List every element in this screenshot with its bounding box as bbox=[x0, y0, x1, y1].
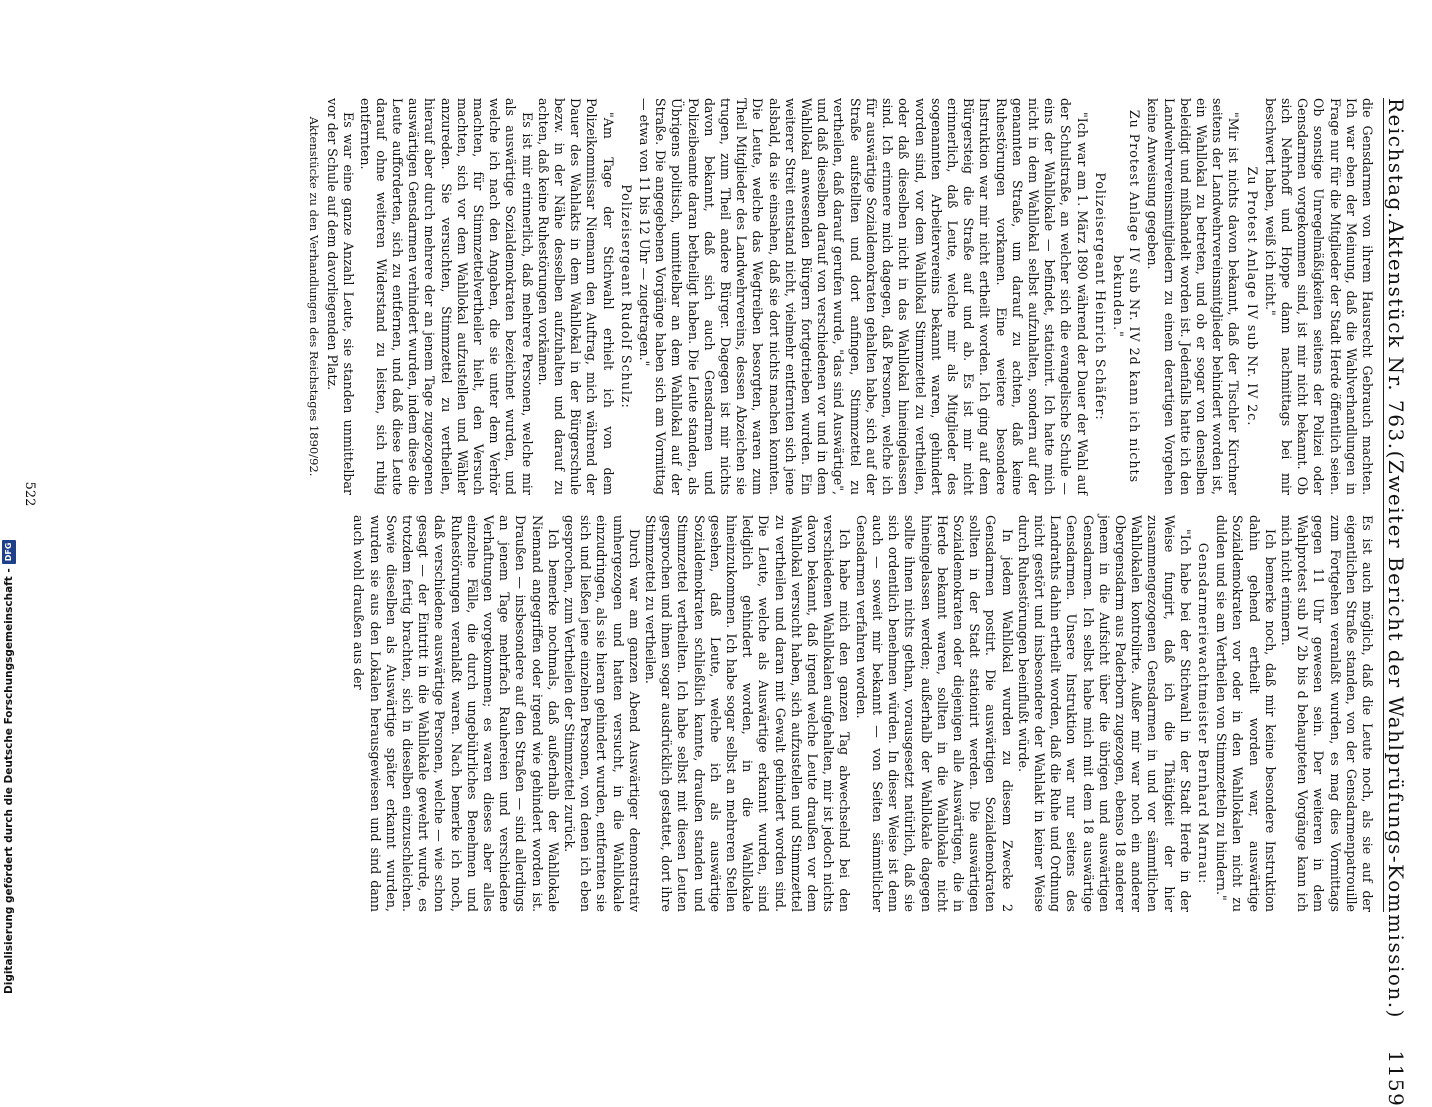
paragraph: Ich bemerke nochmals, daß außerhalb der Wahllokale Niemand angegriffen oder irgend wie gehindert worden ist. Draußen — insbesondere auf den Straßen — sind allerdings an jenem Tage mehrfach Rauhereien und verschiedene Verhaftungen vorgekommen; es waren dieses aber alles einzelne Fälle, die durch ungebührliches Benehmen und Ruhestörungen veranlaßt waren. Nach bemerke ich noch, daß verschiedene auswärtige Personen, welche — wie schon gesagt — der Eintritt in die Wahllokale gewehrt wurde, es trotzdem fertig brachten, sich in dieselben einzuschleichen. Sowie dieselben als Auswärtige später erkannt wurden, wurden sie aus den Lokalen herausgewiesen und sind dann auch wohl draußen aus der bbox=[351, 515, 561, 912]
header-right bbox=[1384, 451, 1408, 1107]
page-footer-number: 522 bbox=[22, 481, 37, 507]
paragraph: Es war eine ganze Anzahl Leute, sie standen unmittelbar vor der Schule auf dem davorliegenden Platz. bbox=[325, 98, 357, 495]
paragraph: Durch war am ganzen Abend Auswärtiger demonstrativ umhergezogen und hatten versucht, in die Wahllokale einzudringen, als sie hieran gehindert wurden, entfernten sie sich und ließen jene einzelnen Personen, von denen ich eben gesprochen, zum Vertheilen der Stimmzettel zurück. bbox=[562, 515, 642, 912]
column-left bbox=[165, 98, 1375, 495]
watermark-text bbox=[2, 0, 17, 1000]
text-columns bbox=[165, 98, 1375, 912]
witness-heading: Polizeisergeant Rudolf Schulz: bbox=[618, 184, 634, 409]
witness-heading: Polizeisergeant Heinrich Schäfer: bbox=[1092, 172, 1108, 421]
paragraph: Es ist mir erinnerlich, daß mehrere Personen, welche mir als auswärtige Sozialdemokraten bezeichnet wurden, und welche ich nach den Angaben, die sie unter dem Verhör machten, für Stimmzettelvertheiler hielt, den Versuch machten, sich vor dem Wahllokal aufzustellen und Wähler anzureden. Sie versuchten, Stimmzettel zu vertheilen, hierauf aber durch mehrere der an jenem Tage zugezogenen auswärtigen Gensdarmen verhindert wurden, indem diese die Leute aufforderten, sich zu entfernen, und daß diese Leute darauf ohne weiteren Widerstand zu leisten, sich ruhig entfernten. bbox=[357, 98, 535, 495]
footnote: Aktenstücke zu den Verhandlungen des Reichstages 1890/92. bbox=[307, 116, 321, 477]
paragraph: die Gensdarmen von ihrem Hausrecht Gebrauch machten. Ich war eben der Meinung, daß die Wahlverhandlungen in Frage nur für die Mitglieder der Stadt Herde öffentlich seien. Ob sonstige Unregelmäßigkeiten seitens der Polizei oder Gensdarmen vorgekommen sind, ist mir nicht bekannt. Ob sich Nehrhoff und Hoppe dann nachmittags bei mir beschwert haben, weiß ich nicht." bbox=[1262, 98, 1375, 495]
witness-heading: Gensdarmeriewachtmeister Bernhard Marnau: bbox=[1195, 542, 1211, 885]
watermark-label: Digitalisierung gefördert durch die Deutsche Forschungsgemeinschaft - bbox=[3, 568, 15, 994]
paragraph: "Mir ist nichts davon bekannt, daß der Tischler Kirchner seitens der Landwehrvereinsmitglieder behindert worden ist, ein Wahllokal zu betreten, und ob er sogar von denselben beleidigt und mißhandelt worden ist. Jedenfalls hatte ich den Landwehrvereinsmitgliedern zu einem derartigen Vorgehen keine Anweisung gegeben. bbox=[1145, 98, 1242, 495]
paragraph: "Ich habe bei der Stichwahl in der Stadt Herde in der Weise fungirt, daß ich die Thätigkeit der hier zusammengezogenen Gensdarmen in und vor sämmtlichen Wahllokalen kontrolirte. Außer mir war noch ein anderer Obergensdarm aus Paderborn zugezogen, ebenso 18 anderer jenem in die Aufsicht über die übrigen und auswärtigen Gensdarmen. Ich selbst habe mich mit dem 18 auswärtige Gensdarmen. Unsere Instruktion war nur seitens des Landraths dahin ertheilt worden, daß die Ruhe und Ordnung nicht gestört und insbesondere der Wahlakt in keiner Weise durch Ruhestörungen beeinflußt würde. bbox=[1015, 515, 1193, 912]
page-number-top: 1159 bbox=[1384, 1050, 1408, 1107]
paragraph: Ich habe mich den ganzen Tag abwechselnd bei den verschiedenen Wahllokalen aufgehalten, mir ist jedoch nichts davon bekannt, daß irgend welche Leute draußen vor dem Wahllokal versucht haben, sich aufzustellen und Stimmzettel zu vertheilen und daran mit Gewalt gehindert worden sind. Die Leute, welche als Auswärtige erkannt wurden, sind lediglich gehindert worden, in die Wahllokale hineinzukommen. Ich habe sogar selbst an mehreren Stellen gesehen, daß Leute, welche ich als auswärtige Sozialdemokraten schließlich kannte, draußen standen und Stimmzettel vertheilten. Ich habe selbst mit diesen Leuten gesprochen und ihnen sogar ausdrücklich gestattet, dort ihre Stimmzettel zu vertheilen. bbox=[643, 515, 853, 912]
paragraph: "Am Tage der Stichwahl erhielt ich von dem Polizeikommissar Niemann den Auftrag, mich während der Dauer des Wahlakts in dem Wahllokal in der Bürgerschule bezw. in der Nähe desselben aufzuhalten und darauf zu achten, daß keine Ruhestörungen vorkämen. bbox=[535, 98, 616, 495]
paragraph: Es ist auch möglich, daß die Leute noch, als sie auf der eigentlichen Straße standen, von der Gensdarmenpatrouille zum Fortgehen veranlaßt wurden, es mag dies Vormittags gegen 11 Uhr gewesen sein. Der weiteren in dem Wahlprotest sub IV 2b bis d behaupteten Vorgänge kann ich mich nicht erinnern. bbox=[1278, 515, 1375, 912]
header-commission: (Zweiter Bericht der Wahlprüfungs-Kommission.) bbox=[1384, 450, 1408, 1019]
section-heading: Zu Protest Anlage IV sub Nr. IV 2d kann ich nichts bekunden." bbox=[1110, 109, 1143, 484]
paragraph: In jedem Wahllokal wurden zu diesem Zwecke 2 Gensdarmen postirt. Die auswärtigen Sozialdemokraten sollten in der Stadt stationirt werden. Die auswärtigen Sozialdemokraten oder diejenigen alle Auswärtigen, die in Herde bekannt waren, sollten in die Wahllokale nicht hineingelassen werden; außerhalb der Wahllokale dagegen sollte ihnen nichts gethan, vorausgesetzt natürlich, daß sie sich ordentlich benehmen würden. In dieser Weise ist denn auch — soweit mir bekannt — von Seiten sämmtlicher Gensdarmen verfahren worden. bbox=[853, 515, 1015, 912]
section-heading: Zu Protest Anlage IV sub Nr. IV 2c. bbox=[1244, 166, 1260, 427]
page-header bbox=[1383, 98, 1418, 1107]
paragraph: "Ich war am 1. März 1890 während der Dauer der Wahl auf der Schulstraße, an welcher sich die evangelische Schule — eins der Wahllokale — befindet, stationirt. Ich hatte mich nicht in dem Wahllokal selbst aufzuhalten, sondern auf der genannten Straße, um darauf zu achten, daß keine Ruhestörungen vorkamen. Eine weitere besondere Instruktion war mir nicht ertheilt worden. Ich ging auf dem Bürgersteig die Straße auf und ab. Es ist mir nicht erinnerlich, daß Leute, welche mir als Mitglieder des sogenannten Arbeitervereins bekannt waren, gehindert worden sind, vor dem Wahllokal Stimmzettel zu vertheilen, oder daß dieselben nicht in das Wahllokal hineingelassen sind. Ich erinnere mich dagegen, daß Personen, welche ich für auswärtige Sozialdemokraten gehalten habe, sich auf der Straße aufstellten und dort anfingen, Stimmzettel zu vertheilen, daß darauf gerufen wurde, "das sind Auswärtige", und daß dieselben darauf von verschiedenen vor und in dem Wahllokal anwesenden Bürgern fortgetrieben wurden. Ein weiterer Streit entstand nicht, vielmehr entfernten sich jene alsbald, da sie einsahen, daß sie dort nichts machen konnten. Die Leute, welche das Wegtreiben besorgten, waren zum Theil Mitglieder des Landwehrvereins, dessen Abzeichen sie trugen, zum Theil andere Bürger. Dagegen ist mir nichts davon bekannt, daß sich auch Gensdarmen und Polizeibeamte daran betheiligt haben. Die Leute standen, als Übrigens politisch, unmittelbar an dem Wahllokal auf der Straße. Die angegebenen Vorgänge haben sich am Vormittag — etwa von 11 bis 12 Uhr — zugetragen." bbox=[637, 98, 1090, 495]
dfg-logo-icon: DFG bbox=[2, 540, 16, 565]
header-center: Aktenstück Nr. 763. bbox=[1384, 219, 1408, 451]
header-left: Reichstag. bbox=[1384, 98, 1408, 220]
paragraph: Ich bemerke noch, daß mir keine besondere Instruktion dahin gehend ertheilt worden war, auswärtige Sozialdemokraten vor oder in den Wahllokalen nicht zu dulden und sie am Vertheilen von Stimmzetteln zu hindern." bbox=[1214, 515, 1278, 912]
digitization-watermark bbox=[2, 0, 24, 1000]
column-right bbox=[165, 515, 1375, 912]
